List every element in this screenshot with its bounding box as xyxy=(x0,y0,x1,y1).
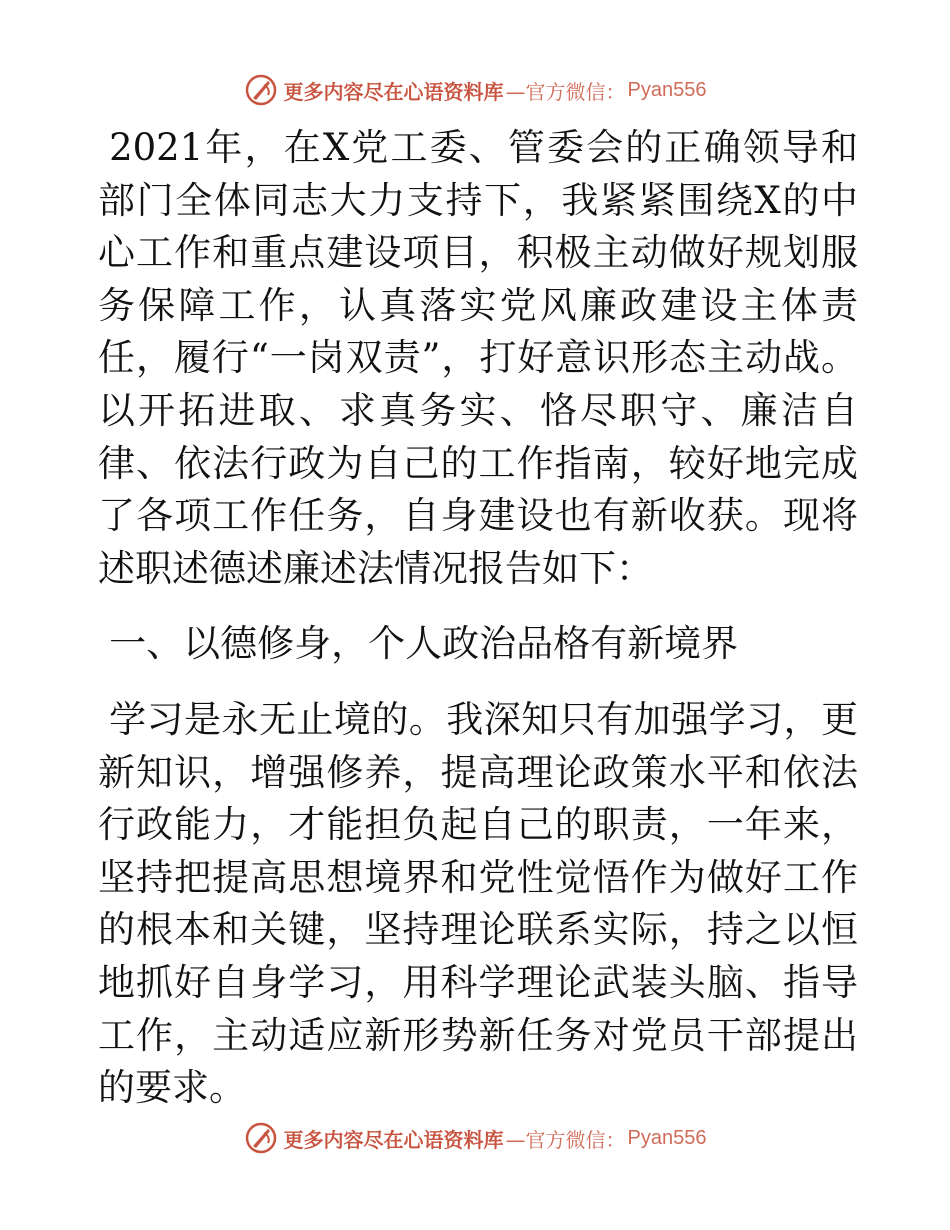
watermark-header xyxy=(0,70,950,110)
intro-paragraph: 2021年，在X党工委、管委会的正确领导和部门全体同志大力支持下，我紧紧围绕X的中心工作和重点建设项目，积极主动做好规划服务保障工作，认真落实党风廉政建设主体责任，履行“一岗双责”，打好意识形态主动战。以开拓进取、求真务实、恪尽职守、廉洁自律、依法行政为自己的工作指南，较好地完成了各项工作任务，自身建设也有新收获。现将述职述德述廉述法情况报告如下： xyxy=(98,126,858,590)
watermark-wechat-label: —官方微信： xyxy=(505,79,626,104)
watermark-site-name: 更多内容尽在心语资料库 xyxy=(283,1127,504,1152)
quill-logo-icon xyxy=(244,73,278,107)
section1-heading: 一、以德修身，个人政治品格有新境界 xyxy=(109,622,739,666)
watermark-footer xyxy=(0,1118,950,1158)
watermark-wechat-id: Pyan556 xyxy=(627,1126,707,1149)
report-body xyxy=(98,122,858,1115)
watermark-wechat-id: Pyan556 xyxy=(627,78,707,101)
section1-paragraph: 学习是永无止境的。我深知只有加强学习，更新知识，增强修养，提高理论政策水平和依法行政能力，才能担负起自己的职责，一年来，坚持把提高思想境界和党性觉悟作为做好工作的根本和关键，坚持理论联系实际，持之以恒地抓好自身学习，用科学理论武装头脑、指导工作，主动适应新形势新任务对党员干部提出的要求。 xyxy=(98,697,858,1110)
watermark-site-name: 更多内容尽在心语资料库 xyxy=(283,79,504,104)
quill-logo-icon xyxy=(244,1121,278,1155)
watermark-wechat-label: —官方微信： xyxy=(505,1127,626,1152)
